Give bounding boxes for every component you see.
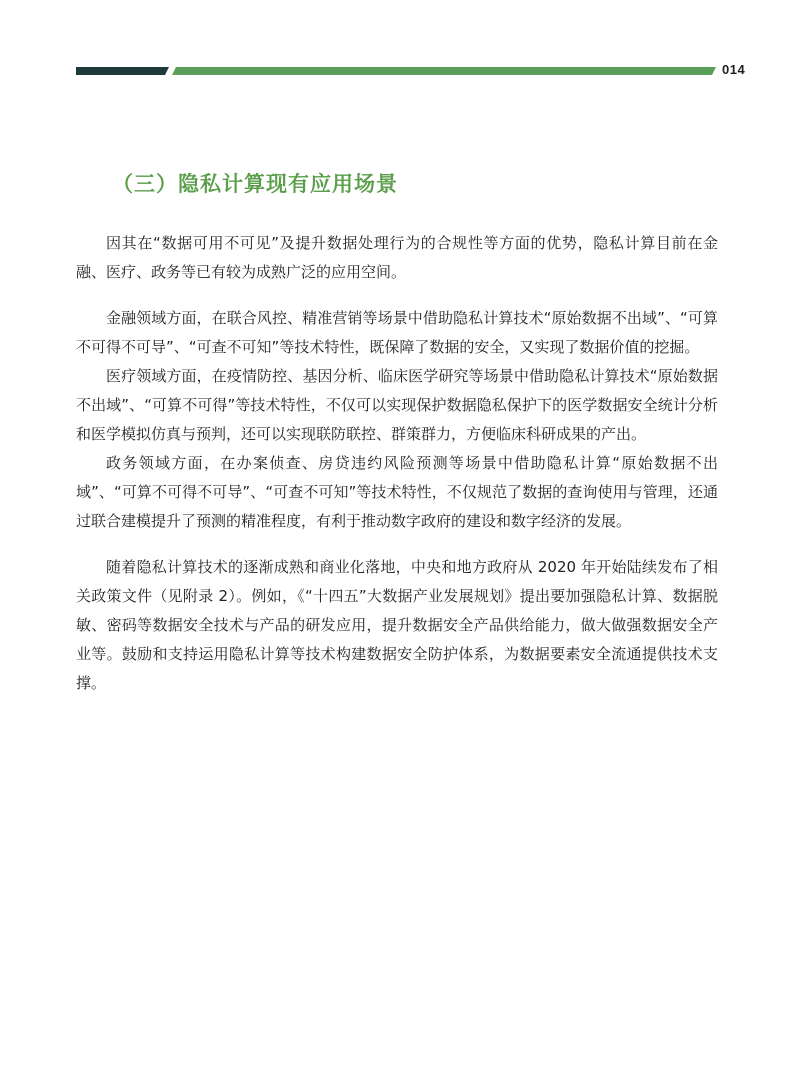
header-stripe-dark	[76, 67, 169, 75]
section-title: （三）隐私计算现有应用场景	[112, 172, 398, 196]
paragraph-medical: 医疗领域方面，在疫情防控、基因分析、临床医学研究等场景中借助隐私计算技术“原始数据不出域”、“可算不可得”等技术特性，不仅可以实现保护数据隐私保护下的医学数据安全统计分析和医学模拟仿真与预判，还可以实现联防联控、群策群力，方便临床科研成果的产出。	[76, 367, 718, 443]
body-text	[76, 229, 718, 698]
header-stripe-green	[172, 67, 716, 75]
paragraph-government: 政务领域方面，在办案侦查、房贷违约风险预测等场景中借助隐私计算“原始数据不出域”、“可算不可得不可导”、“可查不可知”等技术特性，不仅规范了数据的查询使用与管理，还通过联合建模提升了预测的精准程度，有利于推动数字政府的建设和数字经济的发展。	[76, 454, 718, 530]
paragraph-policy: 随着隐私计算技术的逐渐成熟和商业化落地，中央和地方政府从 2020 年开始陆续发布了相关政策文件（见附录 2）。例如，《“十四五”大数据产业发展规划》提出要加强隐私计算、数据脱敏、密码等数据安全技术与产品的研发应用，提升数据安全产品供给能力，做大做强数据安全产业等。鼓励和支持运用隐私计算等技术构建数据安全防护体系，为数据要素安全流通提供技术支撑。	[76, 558, 718, 692]
header-stripe-graphic	[76, 67, 716, 75]
paragraph-intro: 因其在“数据可用不可见”及提升数据处理行为的合规性等方面的优势，隐私计算目前在金融、医疗、政务等已有较为成熟广泛的应用空间。	[76, 234, 718, 281]
page-number: 014	[722, 62, 746, 77]
paragraph-finance: 金融领域方面，在联合风控、精准营销等场景中借助隐私计算技术“原始数据不出域”、“可算不可得不可导”、“可查不可知”等技术特性，既保障了数据的安全，又实现了数据价值的挖掘。	[76, 309, 718, 356]
header-bar	[76, 67, 716, 75]
